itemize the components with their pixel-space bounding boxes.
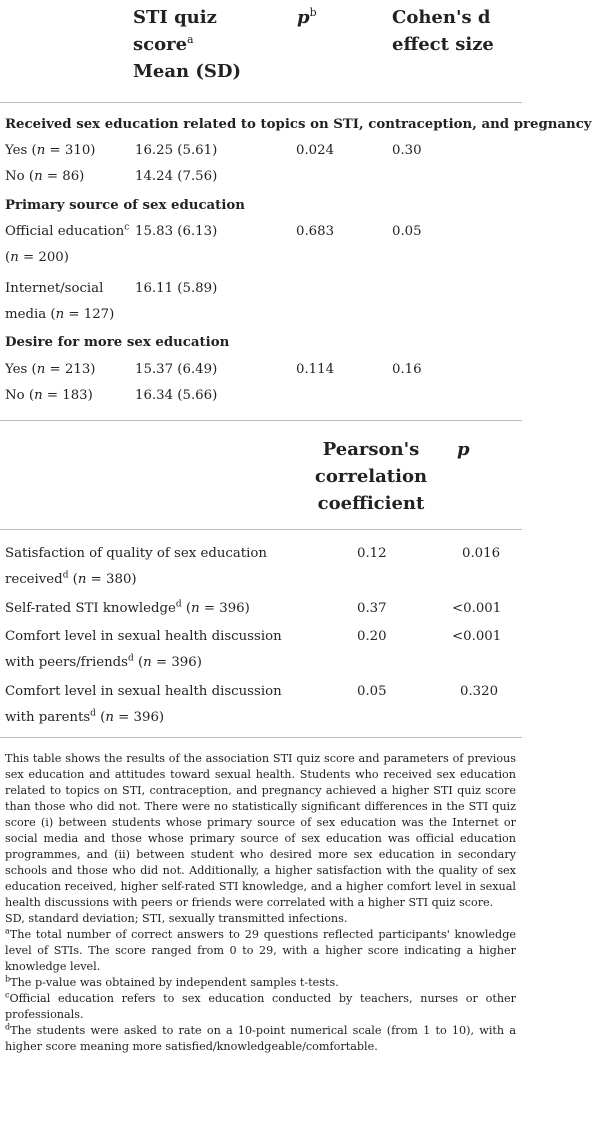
corr-row-r: 0.20	[357, 629, 387, 644]
header-sti-quiz-score	[133, 4, 241, 85]
divider	[0, 420, 522, 421]
corr-row-r: 0.05	[357, 684, 387, 699]
header-score-line2: score$^a$	[133, 33, 194, 55]
section-title-desire-more: Desire for more sex education	[5, 335, 230, 350]
corr-row-p: <0.001	[452, 629, 502, 644]
corr-row-label: Satisfaction of quality of sex education received$^d$ (n = 380)	[5, 546, 267, 587]
row-score: 15.37 (6.49)	[135, 362, 218, 377]
header-score-line3: Mean (SD)	[133, 61, 242, 82]
corr-row-p: 0.320	[460, 684, 499, 699]
row-label: Yes (n = 213)	[5, 362, 96, 377]
footnote-d-marker: d	[175, 599, 182, 610]
footnote-d: $^d$The students were asked to rate on a 10-point numerical scale (from 1 to 10), with a higher score meaning more satisfied/knowledgeable/comfortable.	[5, 1022, 516, 1053]
footnote-a: $^a$The total number of correct answers to 29 questions reflected participants' knowledge level of STIs. The score ranged from 0 to 29, with a higher score indicating a higher knowledge level.	[5, 926, 516, 973]
row-label: No (n = 86)	[5, 169, 85, 184]
section-title-received-sex-education: Received sex education related to topics on STI, contraception, and pregnancy	[5, 117, 592, 132]
footnote-b: $^b$The p-value was obtained by independent samples t-tests.	[5, 974, 339, 989]
corr-row-label: Comfort level in sexual health discussion with peers/friends$^d$ (n = 396)	[5, 629, 282, 670]
row-d: 0.05	[392, 224, 422, 239]
header-r-line1: Pearson's	[322, 439, 420, 460]
row-score: 16.25 (5.61)	[135, 143, 218, 158]
header-pearson	[313, 436, 429, 517]
footnote-c: $^c$Official education refers to sex education conducted by teachers, nurses or other professionals.	[5, 990, 516, 1021]
corr-row-p: <0.001	[452, 601, 502, 616]
corr-row-label: Comfort level in sexual health discussion with parents$^d$ (n = 396)	[5, 684, 282, 725]
header-p-value-2: p	[457, 439, 470, 460]
header-d-line1: Cohen's d	[392, 7, 491, 28]
footnote-d-marker: d	[62, 570, 69, 581]
corr-row-r: 0.12	[357, 546, 387, 561]
corr-row-label: Self-rated STI knowledge$^d$ (n = 396)	[5, 599, 250, 616]
header-d-line2: effect size	[392, 34, 494, 55]
row-label: Internet/social media (n = 127)	[5, 281, 115, 322]
row-d: 0.16	[392, 362, 422, 377]
divider	[0, 529, 522, 530]
footnote-a-marker: a	[187, 33, 194, 46]
row-p: 0.024	[296, 143, 335, 158]
row-d: 0.30	[392, 143, 422, 158]
footnote-d-marker: d	[90, 708, 96, 719]
corr-row-r: 0.37	[357, 601, 387, 616]
row-p: 0.683	[296, 224, 335, 239]
row-p: 0.114	[296, 362, 335, 377]
divider	[0, 737, 522, 738]
header-cohens-d	[392, 4, 494, 58]
row-label: Official education$^c$ (n = 200)	[5, 222, 130, 265]
footnote-c-marker: c	[124, 222, 130, 233]
footnote-d-marker: d	[127, 653, 134, 664]
divider	[0, 102, 522, 103]
section-title-primary-source: Primary source of sex education	[5, 198, 245, 213]
row-label: Yes (n = 310)	[5, 143, 96, 158]
header-score-line1: STI quiz	[133, 7, 217, 28]
footnote-summary: This table shows the results of the association STI quiz score and parameters of previous sex education and attitudes toward sexual health. Students who received sex education related to topics on STI, contraception, and pregnancy achieved a higher STI quiz score than those who did not. There were no statistically significant differences in the STI quiz score (i) between students whose primary source of sex education was the Internet or social media and those whose primary source of sex education was official education programmes, and (ii) between student who desired more sex education in secondary schools and those who did not. Additionally, a higher satisfaction with the quality of sex education received, higher self-rated STI knowledge, and a higher comfort level in sexual health discussions with peers or friends were correlated with a higher STI quiz score.	[5, 752, 516, 909]
footnote-abbreviations: SD, standard deviation; STI, sexually transmitted infections.	[5, 912, 348, 925]
row-score: 15.83 (6.13)	[135, 224, 218, 239]
row-score: 16.11 (5.89)	[135, 281, 218, 296]
row-score: 14.24 (7.56)	[135, 169, 218, 184]
corr-row-p: 0.016	[462, 546, 501, 561]
row-label: No (n = 183)	[5, 388, 93, 403]
table-footnotes	[5, 751, 516, 1055]
footnote-b-marker: b	[309, 6, 317, 19]
header-r-line3: coefficient	[317, 493, 425, 514]
header-p-value: $p^b$	[297, 6, 317, 28]
header-r-line2: correlation	[314, 466, 428, 487]
row-score: 16.34 (5.66)	[135, 388, 218, 403]
